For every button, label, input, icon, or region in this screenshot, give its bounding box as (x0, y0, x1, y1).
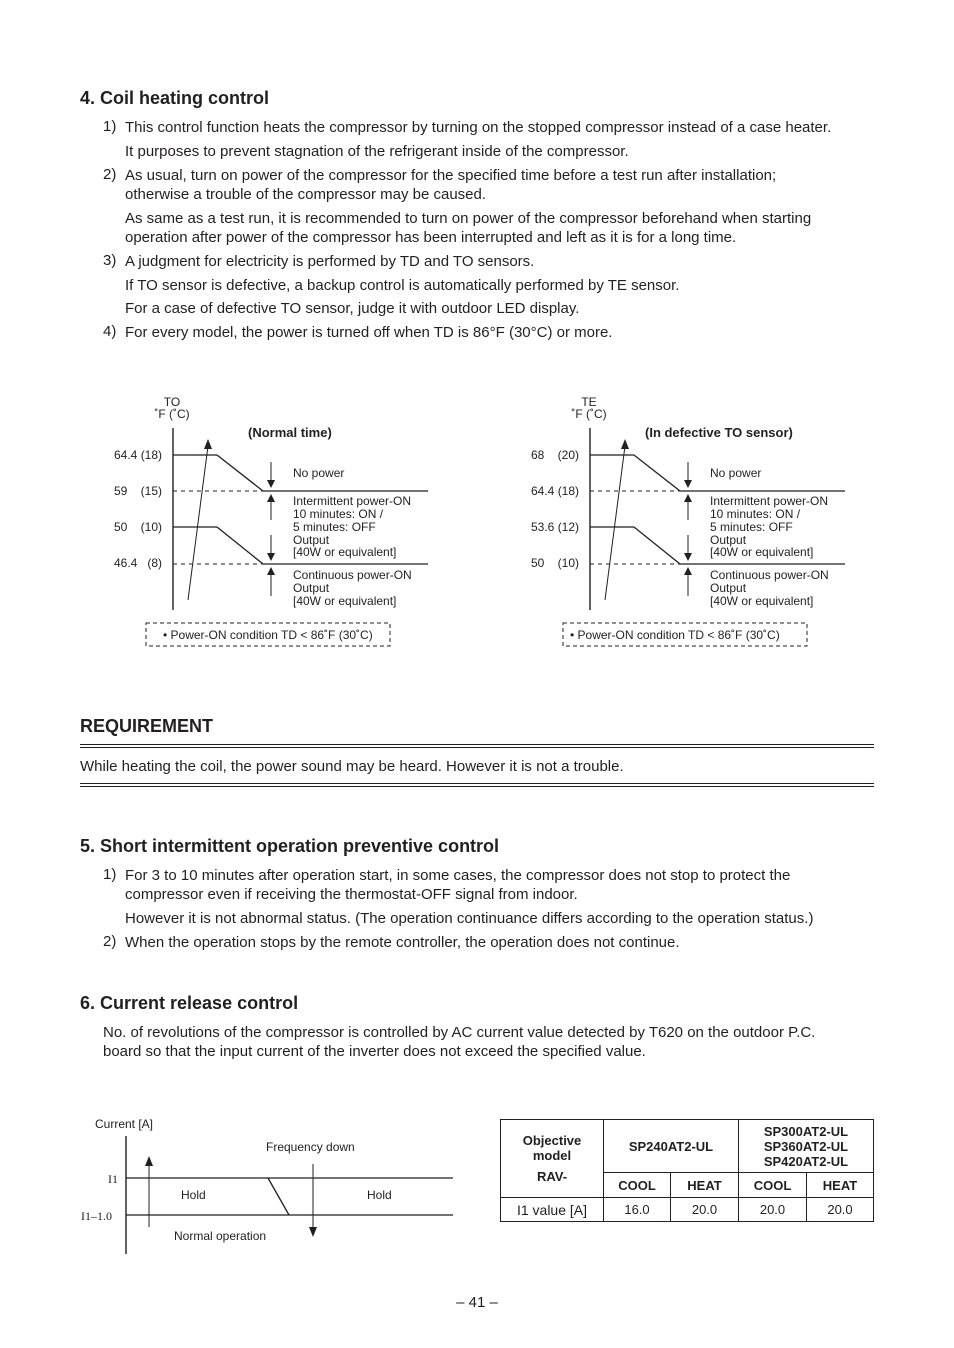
item-line: This control function heats the compressor by turning on the stopped compressor instead of a case heater. (125, 119, 832, 136)
section4-title: 4. Coil heating control (80, 88, 270, 108)
item-number: 1) (103, 118, 117, 135)
upper-threshold-slope (634, 455, 680, 491)
section6-line: board so that the input current of the inverter does not exceed the specified value. (103, 1043, 646, 1060)
axis-label: Current [A] (95, 1117, 154, 1131)
arrow-head-down (684, 553, 692, 561)
intermittent-line: 5 minutes: OFF (710, 520, 793, 534)
lower-threshold-slope (217, 527, 263, 564)
arrow-head-down (267, 553, 275, 561)
continuous-line: Continuous power-ON (710, 568, 829, 582)
arrow-head-up (684, 494, 692, 502)
item-line: However it is not abnormal status. (The operation continuance differs according to the operation status.) (125, 910, 814, 927)
table-cell: 20.0 (671, 1198, 739, 1222)
section5-title: 5. Short intermittent operation preventive control (80, 836, 500, 856)
section6-title: 6. Current release control (80, 993, 299, 1013)
item-line: otherwise a trouble of the compressor may be caused. (125, 186, 487, 203)
arrow-head-up (145, 1156, 153, 1166)
row-label: I1 value [A] (501, 1198, 604, 1222)
arrow-head-up (621, 439, 629, 449)
item-line: It purposes to prevent stagnation of the refrigerant inside of the compressor. (125, 143, 629, 160)
condition-note: • Power-ON condition TD < 86˚F (30˚C) (163, 628, 373, 642)
model-header: SP240AT2-UL (604, 1120, 739, 1173)
item-number: 2) (103, 933, 117, 950)
item-number: 4) (103, 323, 117, 340)
hold-right-label: Hold (367, 1188, 392, 1202)
page-number: – 41 – (456, 1294, 498, 1311)
axis-unit: ˚F (˚C) (154, 407, 190, 421)
to-diagram (100, 388, 440, 656)
continuous-line: [40W or equivalent] (710, 594, 814, 608)
rising-arrow (188, 446, 208, 600)
item-line: compressor even if receiving the thermostat-OFF signal from indoor. (125, 886, 578, 903)
cool-header: COOL (739, 1173, 807, 1198)
item-number: 1) (103, 866, 117, 883)
requirement-text: While heating the coil, the power sound may be heard. However it is not a trouble. (80, 758, 624, 775)
item-line: As usual, turn on power of the compressor for the specified time before a test run after installation; (125, 167, 777, 184)
item-line: operation after power of the compressor has been interrupted and left as it is for a long time. (125, 229, 737, 246)
continuous-line: Output (293, 581, 330, 595)
section6-line: No. of revolutions of the compressor is controlled by AC current value detected by T620 on the outdoor P.C. (103, 1024, 816, 1041)
intermittent-line: [40W or equivalent] (293, 545, 397, 559)
arrow-head-down (309, 1227, 317, 1237)
hold-left-label: Hold (181, 1188, 206, 1202)
model-header (739, 1120, 874, 1173)
item-line: A judgment for electricity is performed by TD and TO sensors. (125, 253, 535, 270)
divider (80, 744, 874, 745)
tick-label: 50 (10) (114, 520, 163, 534)
intermittent-line: 5 minutes: OFF (293, 520, 376, 534)
rising-arrow (605, 446, 625, 600)
table-cell: 20.0 (739, 1198, 807, 1222)
tick-label: 50 (10) (531, 556, 580, 570)
frequency-down-label: Frequency down (266, 1140, 355, 1154)
no-power-label: No power (293, 466, 345, 480)
continuous-line: Continuous power-ON (293, 568, 412, 582)
requirement-title: REQUIREMENT (80, 716, 214, 736)
table-cell: 16.0 (604, 1198, 671, 1222)
tick-label: 53.6 (12) (531, 520, 580, 534)
lower-threshold-slope (634, 527, 680, 564)
arrow-head-up (684, 567, 692, 575)
divider (80, 747, 874, 748)
normal-operation-label: Normal operation (174, 1229, 267, 1243)
tick-label: 64.4 (18) (531, 484, 580, 498)
condition-note: • Power-ON condition TD < 86˚F (30˚C) (570, 628, 780, 642)
tick-label: 59 (15) (114, 484, 163, 498)
header-line: SP420AT2-UL (763, 1153, 849, 1169)
tick-label: 46.4 (8) (114, 556, 163, 570)
intermittent-line: 10 minutes: ON / (293, 507, 384, 521)
cool-header: COOL (604, 1173, 671, 1198)
objective-model-header (501, 1120, 604, 1198)
header-line: model (532, 1148, 572, 1163)
intermittent-line: [40W or equivalent] (710, 545, 814, 559)
arrow-head-up (267, 567, 275, 575)
divider (80, 783, 874, 784)
continuous-line: [40W or equivalent] (293, 594, 397, 608)
item-number: 2) (103, 166, 117, 183)
item-line: For a case of defective TO sensor, judge it with outdoor LED display. (125, 300, 580, 317)
intermittent-line: 10 minutes: ON / (710, 507, 801, 521)
arrow-head-up (267, 494, 275, 502)
table-cell: 20.0 (807, 1198, 874, 1222)
divider (80, 786, 874, 787)
item-line: When the operation stops by the remote controller, the operation does not continue. (125, 934, 680, 951)
axis-label: TE (581, 395, 597, 409)
upper-threshold-slope (217, 455, 263, 491)
header-line: SP300AT2-UL (763, 1123, 849, 1139)
intermittent-line: Intermittent power-ON (293, 494, 412, 508)
axis-unit: ˚F (˚C) (571, 407, 607, 421)
arrow-head-down (267, 480, 275, 488)
i1-label: I1 (108, 1172, 118, 1186)
item-line: If TO sensor is defective, a backup control is automatically performed by TE sensor. (125, 277, 680, 294)
continuous-line: Output (710, 581, 747, 595)
axis-label: TO (163, 395, 181, 409)
heat-header: HEAT (671, 1173, 739, 1198)
heat-header: HEAT (807, 1173, 874, 1198)
transition-line (268, 1178, 289, 1215)
item-line: For every model, the power is turned off when TD is 86°F (30°C) or more. (125, 324, 613, 341)
diagram-heading: (Normal time) (248, 425, 332, 440)
header-line: RAV- (536, 1169, 568, 1184)
tick-label: 64.4 (18) (114, 448, 163, 462)
te-diagram (517, 388, 857, 656)
i1-minus-label: I1–1.0 (81, 1209, 112, 1223)
item-line: For 3 to 10 minutes after operation start, in some cases, the compressor does not stop to protect the (125, 867, 791, 884)
item-line: As same as a test run, it is recommended to turn on power of the compressor beforehand when starting (125, 210, 812, 227)
tick-label: 68 (20) (531, 448, 580, 462)
no-power-label: No power (710, 466, 762, 480)
intermittent-line: Output (710, 533, 747, 547)
header-line: Objective (522, 1133, 582, 1148)
item-number: 3) (103, 252, 117, 269)
header-line: SP360AT2-UL (763, 1138, 849, 1154)
current-release-diagram (76, 1108, 460, 1262)
intermittent-line: Intermittent power-ON (710, 494, 829, 508)
diagram-heading: (In defective TO sensor) (645, 425, 793, 440)
arrow-head-up (204, 439, 212, 449)
arrow-head-down (684, 480, 692, 488)
current-spec-table (500, 1119, 874, 1222)
intermittent-line: Output (293, 533, 330, 547)
